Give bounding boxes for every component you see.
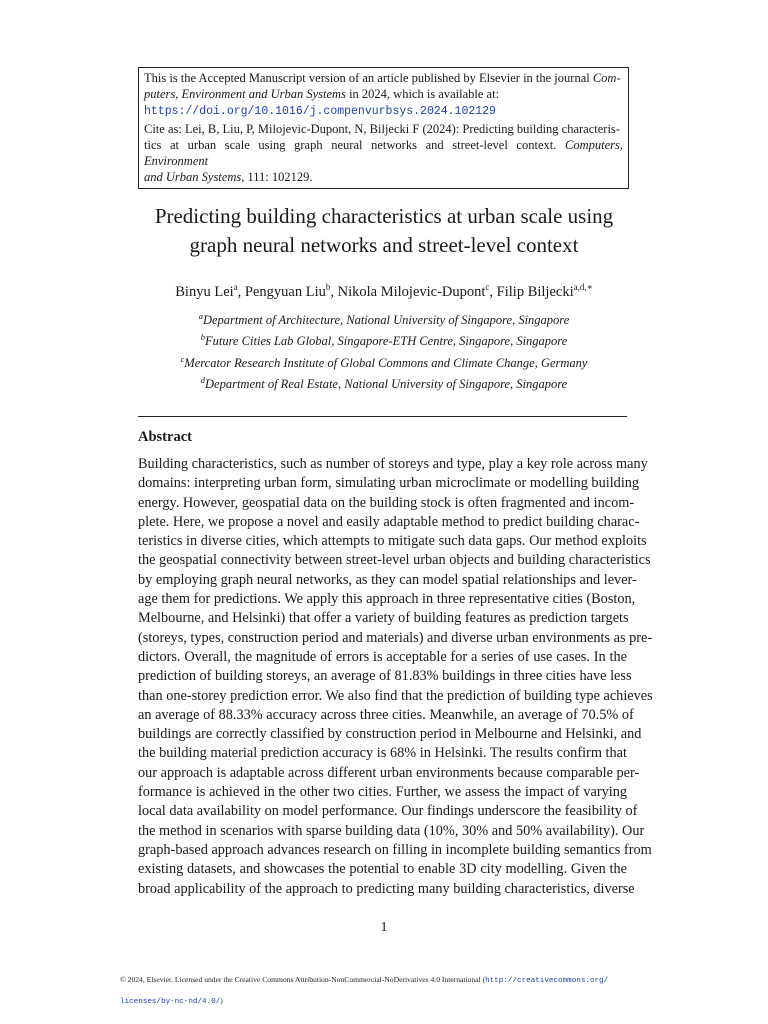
abstract-line: than one-storey prediction error. We also find that the prediction of building type achieves (138, 687, 653, 704)
affiliation-item (80, 372, 688, 393)
author-list: Binyu Lei$^a$, Pengyuan Liu$^b$, Nikola Milojevic-Dupont$^c$, Filip Biljecki$^{a,d,∗}$ (175, 282, 593, 300)
abstract-line: Building characteristics, such as number of storeys and type, play a key role across many (138, 456, 648, 472)
abstract-line: existing datasets, and showcases the potential to enable 3D city modelling. Given the (138, 861, 627, 878)
abstract-line: plete. Here, we propose a novel and easily adaptable method to predict building charac- (138, 513, 640, 530)
affiliations (80, 308, 688, 394)
author-name: Nikola Milojevic-Dupont (337, 283, 486, 300)
author-name: Binyu Lei (175, 283, 234, 300)
affiliation-text: Department of Architecture, National University of Singapore, Singapore (202, 313, 570, 328)
license-link-cont[interactable]: licenses/by-nc-nd/4.0/ (120, 998, 221, 1006)
cite-journal-cont: and Urban Systems (144, 170, 242, 185)
author-name: Pengyuan Liu (244, 283, 326, 300)
cite-journal: Computers, Environment (144, 137, 623, 169)
doi-link[interactable]: https://doi.org/10.1016/j.compenvurbsys.2024.102129 (144, 105, 496, 119)
affiliation-text: Future Cities Lab Global, Singapore-ETH Centre, Singapore, Singapore (205, 334, 568, 349)
abstract-line: the method in scenarios with sparse building data (10%, 30% and 50% availability). Our (138, 822, 645, 839)
title-line-1: Predicting building characteristics at urban scale using (154, 204, 614, 228)
license-link[interactable]: http://creativecommons.org/ (485, 977, 609, 985)
abstract-body (138, 455, 653, 899)
license-text: © 2024, Elsevier. Licensed under the Creative Commons Attribution-NonCommercial-NoDerivatives 4.0 International ( (120, 975, 486, 984)
abstract-line: dictors. Overall, the magnitude of errors is acceptable for a series of use cases. In the (138, 648, 627, 665)
abstract-line: age them for predictions. We apply this approach in three representative cities (Boston, (138, 591, 636, 608)
section-divider (138, 416, 627, 417)
affiliation-sup: d (200, 375, 205, 386)
abstract-line: energy. However, geospatial data on the building stock is often fragmented and incom- (138, 494, 635, 511)
abstract-line: Melbourne, and Helsinki) that offer a variety of building features as prediction targets (138, 610, 629, 627)
cite-text: Cite as: Lei, B, Liu, P, Milojevic-Dupont, N, Biljecki F (2024): Predicting building characteris- (144, 121, 620, 136)
accepted-manuscript-notice (138, 67, 629, 189)
paper-title (100, 202, 668, 260)
affiliation-item (80, 308, 688, 329)
license-footer (120, 970, 620, 1012)
author-sup: c (485, 282, 490, 292)
notice-text: This is the Accepted Manuscript version of an article published by Elsevier in the journal (144, 71, 593, 85)
cite-text-2: tics at urban scale using graph neural networks and street-level context. (144, 137, 565, 152)
author-name: Filip Biljecki (496, 283, 574, 300)
affiliation-sup: b (200, 332, 205, 343)
affiliation-item (80, 329, 688, 350)
affiliation-item (80, 351, 688, 372)
cite-volume: , 111: 102129. (241, 170, 313, 185)
abstract-line: by employing graph neural networks, as they can model spatial relationships and lever- (138, 571, 637, 588)
notice-text-2: in 2024, which is available at: (345, 87, 500, 102)
author-sup: b (325, 282, 331, 292)
abstract-line: domains: interpreting urban form, simulating urban microclimate or modelling building (138, 475, 640, 492)
abstract-line: broad applicability of the approach to predicting many building characteristics, diverse (138, 880, 635, 897)
notice-journal: Com- (592, 71, 621, 85)
abstract-line: local data availability on model performance. Our findings underscore the feasibility of (138, 803, 638, 820)
affiliation-sup: a (198, 311, 203, 321)
abstract-line: the geospatial connectivity between street-level urban objects and building characteristics (138, 552, 651, 569)
title-line-2: graph neural networks and street-level context (189, 233, 579, 257)
affiliation-sup: c (180, 353, 185, 364)
author-sup: a,d,∗ (573, 282, 593, 292)
abstract-line: our approach is adaptable across different urban environments because comparable per- (138, 764, 640, 781)
abstract-line: the building material prediction accuracy is 68% in Helsinki. The results confirm that (138, 745, 627, 762)
abstract-line: teristics in diverse cities, which attempts to mitigate such data gaps. Our method exploits (138, 533, 647, 550)
abstract-line: prediction of building storeys, an average of 81.83% buildings in three cities have less (138, 668, 632, 685)
affiliation-text: Mercator Research Institute of Global Commons and Climate Change, Germany (184, 356, 588, 371)
abstract-line: graph-based approach advances research on filling in incomplete building semantics from (138, 841, 652, 858)
abstract-line: an average of 88.33% accuracy across three cities. Meanwhile, an average of 70.5% of (138, 706, 634, 723)
notice-journal-cont: puters, Environment and Urban Systems (144, 87, 346, 102)
page-number: 1 (380, 920, 388, 935)
affiliation-text: Department of Real Estate, National University of Singapore, Singapore (205, 377, 568, 392)
abstract-line: (storeys, types, construction period and materials) and diverse urban environments as pre- (138, 629, 653, 646)
abstract-line: buildings are correctly classified by construction period in Melbourne and Helsinki, and (138, 726, 642, 743)
abstract-line: formance is achieved in the other two cities. Further, we assess the impact of varying (138, 784, 627, 801)
abstract-heading: Abstract (138, 429, 192, 445)
license-close: ) (220, 996, 223, 1005)
author-sup: a (233, 282, 238, 292)
